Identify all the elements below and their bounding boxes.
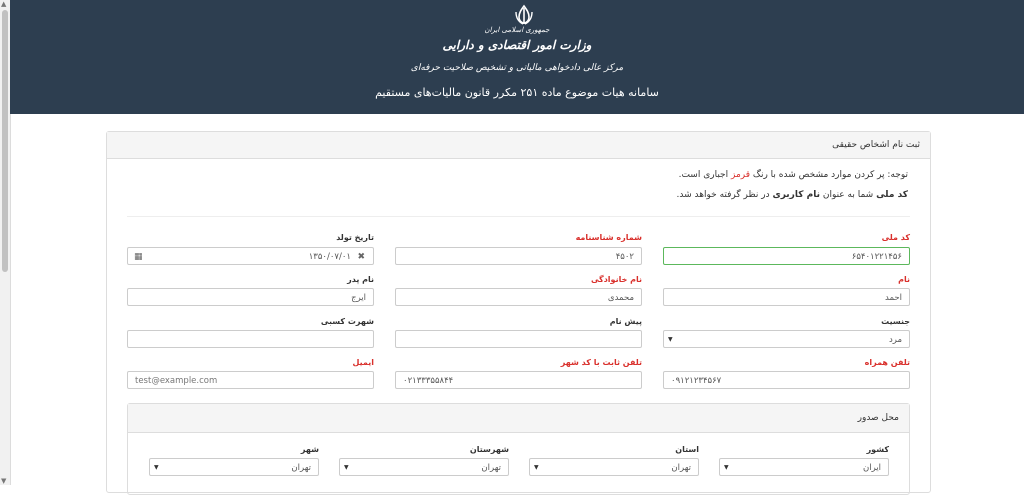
country-value: ایران	[862, 463, 881, 473]
emblem-icon	[513, 4, 535, 26]
chevron-down-icon[interactable]: ▼	[344, 464, 349, 471]
city-select[interactable]	[149, 458, 319, 476]
county-label: شهرستان	[469, 445, 509, 454]
email-label: ایمیل	[352, 358, 374, 367]
header-line-center: مرکز عالی دادخواهی مالیاتی و تشخیص صلاحیت حرفه‌ای	[410, 63, 624, 73]
issue-place-panel	[127, 403, 910, 495]
gender-label: جنسیت	[881, 317, 910, 326]
province-select[interactable]	[529, 458, 699, 476]
chevron-down-icon[interactable]: ▼	[154, 464, 159, 471]
mobile-label: تلفن همراه	[864, 358, 910, 367]
last-name-label: نام خانوادگی	[590, 275, 642, 284]
note-username: نام کاربری	[772, 190, 820, 200]
email-input[interactable]	[127, 371, 374, 389]
prefix-label: پیش نام	[609, 317, 642, 326]
birth-date-input[interactable]	[127, 247, 374, 265]
chevron-down-icon[interactable]: ▼	[668, 336, 673, 343]
province-value: تهران	[671, 463, 691, 473]
job-title-input[interactable]	[127, 330, 374, 348]
first-name-input[interactable]: احمد	[663, 288, 910, 306]
gender-value: مرد	[888, 335, 902, 345]
first-name-label: نام	[898, 275, 910, 284]
mobile-input[interactable]: ۰۹۱۲۱۲۳۴۵۶۷	[663, 371, 910, 389]
phone-label: تلفن ثابت با کد شهر	[560, 358, 642, 367]
email-placeholder: test@example.com	[135, 376, 218, 386]
phone-input[interactable]: ۰۲۱۳۳۳۵۵۸۴۴	[395, 371, 642, 389]
username-note	[677, 190, 908, 200]
chevron-down-icon[interactable]: ▼	[724, 464, 729, 471]
note-text-end: در نظر گرفته خواهد شد.	[676, 190, 773, 200]
divider	[127, 216, 910, 217]
note-text: توجه: پر کردن موارد مشخص شده با رنگ	[750, 170, 908, 180]
note-text: شما به عنوان	[819, 190, 877, 200]
prefix-input[interactable]	[395, 330, 642, 348]
calendar-icon[interactable]: ▦	[134, 252, 143, 262]
header-line-ministry: وزارت امور اقتصادی و دارایی	[442, 38, 592, 52]
national-code-label: کد ملی	[881, 233, 910, 242]
country-label: کشور	[866, 445, 889, 454]
father-name-label: نام پدر	[347, 275, 374, 284]
chevron-down-icon[interactable]: ▼	[534, 464, 539, 471]
national-code-input[interactable]: ۶۵۴۰۱۲۲۱۴۵۶	[663, 247, 910, 265]
header-line-country: جمهوری اسلامی ایران	[484, 26, 550, 34]
note-red-word: قرمز	[730, 170, 751, 180]
header-system-title: سامانه هیات موضوع ماده ۲۵۱ مکرر قانون مالیات‌های مستقیم	[375, 86, 659, 99]
county-select[interactable]	[339, 458, 509, 476]
father-name-input[interactable]: ایرج	[127, 288, 374, 306]
city-value: تهران	[291, 463, 311, 473]
birth-date-value: ۱۳۵۰/۰۷/۰۱	[308, 252, 351, 262]
clear-icon[interactable]: ✖	[357, 252, 365, 262]
last-name-input[interactable]: محمدی	[395, 288, 642, 306]
gender-select[interactable]	[663, 330, 910, 348]
scroll-thumb[interactable]	[2, 10, 8, 272]
required-note	[679, 170, 908, 180]
scroll-up-icon[interactable]: ▲	[1, 0, 7, 8]
site-header	[10, 0, 1024, 114]
id-number-input[interactable]: ۴۵۰۲	[395, 247, 642, 265]
id-number-label: شماره شناسنامه	[575, 233, 642, 242]
job-title-label: شهرت کسبی	[320, 317, 374, 326]
registration-panel	[106, 131, 931, 493]
county-value: تهران	[481, 463, 501, 473]
province-label: استان	[675, 445, 699, 454]
birth-date-label: تاریخ تولد	[336, 233, 374, 242]
note-text-end: اجباری است.	[678, 170, 731, 180]
note-national-code: کد ملی	[876, 190, 908, 200]
scroll-down-icon[interactable]: ▼	[1, 477, 7, 485]
issue-place-title: محل صدور	[128, 404, 909, 433]
city-label: شهر	[300, 445, 319, 454]
country-select[interactable]	[719, 458, 889, 476]
panel-title: ثبت نام اشخاص حقیقی	[107, 132, 930, 159]
